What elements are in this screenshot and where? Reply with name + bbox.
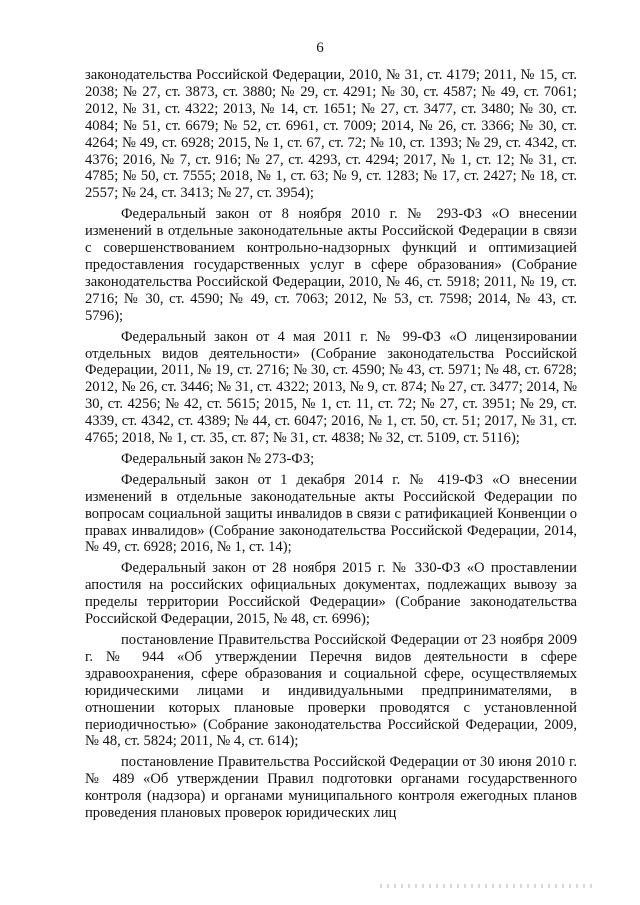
paragraph-law-419: Федеральный закон от 1 декабря 2014 г. № 419-ФЗ «О внесении изменений в отдельные законодательные акты Российской Федерации по вопросам социальной защиты инвалидов в связи с ратификацией Конвенции о правах инвалидов» (Собрание законодательства Российской Федерации, 2014, № 49, ст. 6928; 2016, № 1, ст. 14); [85, 471, 577, 556]
scan-artifact [380, 884, 595, 888]
paragraph-law-273: Федеральный закон № 273-ФЗ; [121, 450, 315, 467]
document-body [85, 67, 577, 822]
paragraph-resolution-944: постановление Правительства Российской Федерации от 23 ноября 2009 г. № 944 «Об утверждении Перечня видов деятельности в сфере здравоохранения, сфере образования и социальной сфере, осуществляемых юридическими лицами и индивидуальными предпринимателями, в отношении которых плановые проверки проводятся с установленной периодичностью» (Собрание законодательства Российской Федерации, 2009, № 48, ст. 5824; 2011, № 4, ст. 614); [85, 632, 577, 750]
page-number: 6 [316, 40, 324, 56]
paragraph-law-330: Федеральный закон от 28 ноября 2015 г. № 330-ФЗ «О проставлении апостиля на российских официальных документах, подлежащих вывозу за пределы территории Российской Федерации» (Собрание законодательства Российской Федерации, 2015, № 48, ст. 6996); [85, 560, 577, 628]
paragraph-law-99: Федеральный закон от 4 мая 2011 г. № 99-ФЗ «О лицензировании отдельных видов деятельности» (Собрание законодательства Российской Федерации, 2011, № 19, ст. 2716; № 30, ст. 4590; № 43, ст. 5971; № 48, ст. 6728; 2012, № 26, ст. 3446; № 31, ст. 4322; 2013, № 9, ст. 874; № 27, ст. 3477; 2014, № 30, ст. 4256; № 42, ст. 5615; 2015, № 1, ст. 11, ст. 72; № 27, ст. 3951; № 29, ст. 4339, ст. 4342, ст. 4389; № 44, ст. 6047; 2016, № 1, ст. 50, ст. 51; 2017, № 31, ст. 4765; 2018, № 1, ст. 35, ст. 87; № 31, ст. 4838; № 32, ст. 5109, ст. 5116); [85, 328, 577, 447]
paragraph-law-293: Федеральный закон от 8 ноября 2010 г. № 293-ФЗ «О внесении изменений в отдельные законодательные акты Российской Федерации в связи с совершенствованием контрольно-надзорных функций и оптимизацией предоставления государственных услуг в сфере образования» (Собрание законодательства Российской Федерации, 2010, № 46, ст. 5918; 2011, № 19, ст. 2716; № 30, ст. 4590; № 49, ст. 7063; 2012, № 53, ст. 7598; 2014, № 43, ст. 5796); [85, 206, 577, 324]
paragraph-resolution-489: постановление Правительства Российской Федерации от 30 июня 2010 г. № 489 «Об утверждении Правил подготовки органами государственного контроля (надзора) и органами муниципального контроля ежегодных планов проведения плановых проверок юридических лиц [85, 754, 577, 822]
paragraph-citation-continuation: законодательства Российской Федерации, 2010, № 31, ст. 4179; 2011, № 15, ст. 2038; № 27, ст. 3873, ст. 3880; № 29, ст. 4291; № 30, ст. 4587; № 49, ст. 7061; 2012, № 31, ст. 4322; 2013, № 14, ст. 1651; № 27, ст. 3477, ст. 3480; № 30, ст. 4084; № 51, ст. 6679; № 52, ст. 6961, ст. 7009; 2014, № 26, ст. 3366; № 30, ст. 4264; № 49, ст. 6928; 2015, № 1, ст. 67, ст. 72; № 10, ст. 1393; № 29, ст. 4342, ст. 4376; 2016, № 7, ст. 916; № 27, ст. 4293, ст. 4294; 2017, № 1, ст. 12; № 31, ст. 4785; № 50, ст. 7555; 2018, № 1, ст. 63; № 9, ст. 1283; № 17, ст. 2427; № 18, ст. 2557; № 24, ст. 3413; № 27, ст. 3954); [85, 67, 577, 202]
